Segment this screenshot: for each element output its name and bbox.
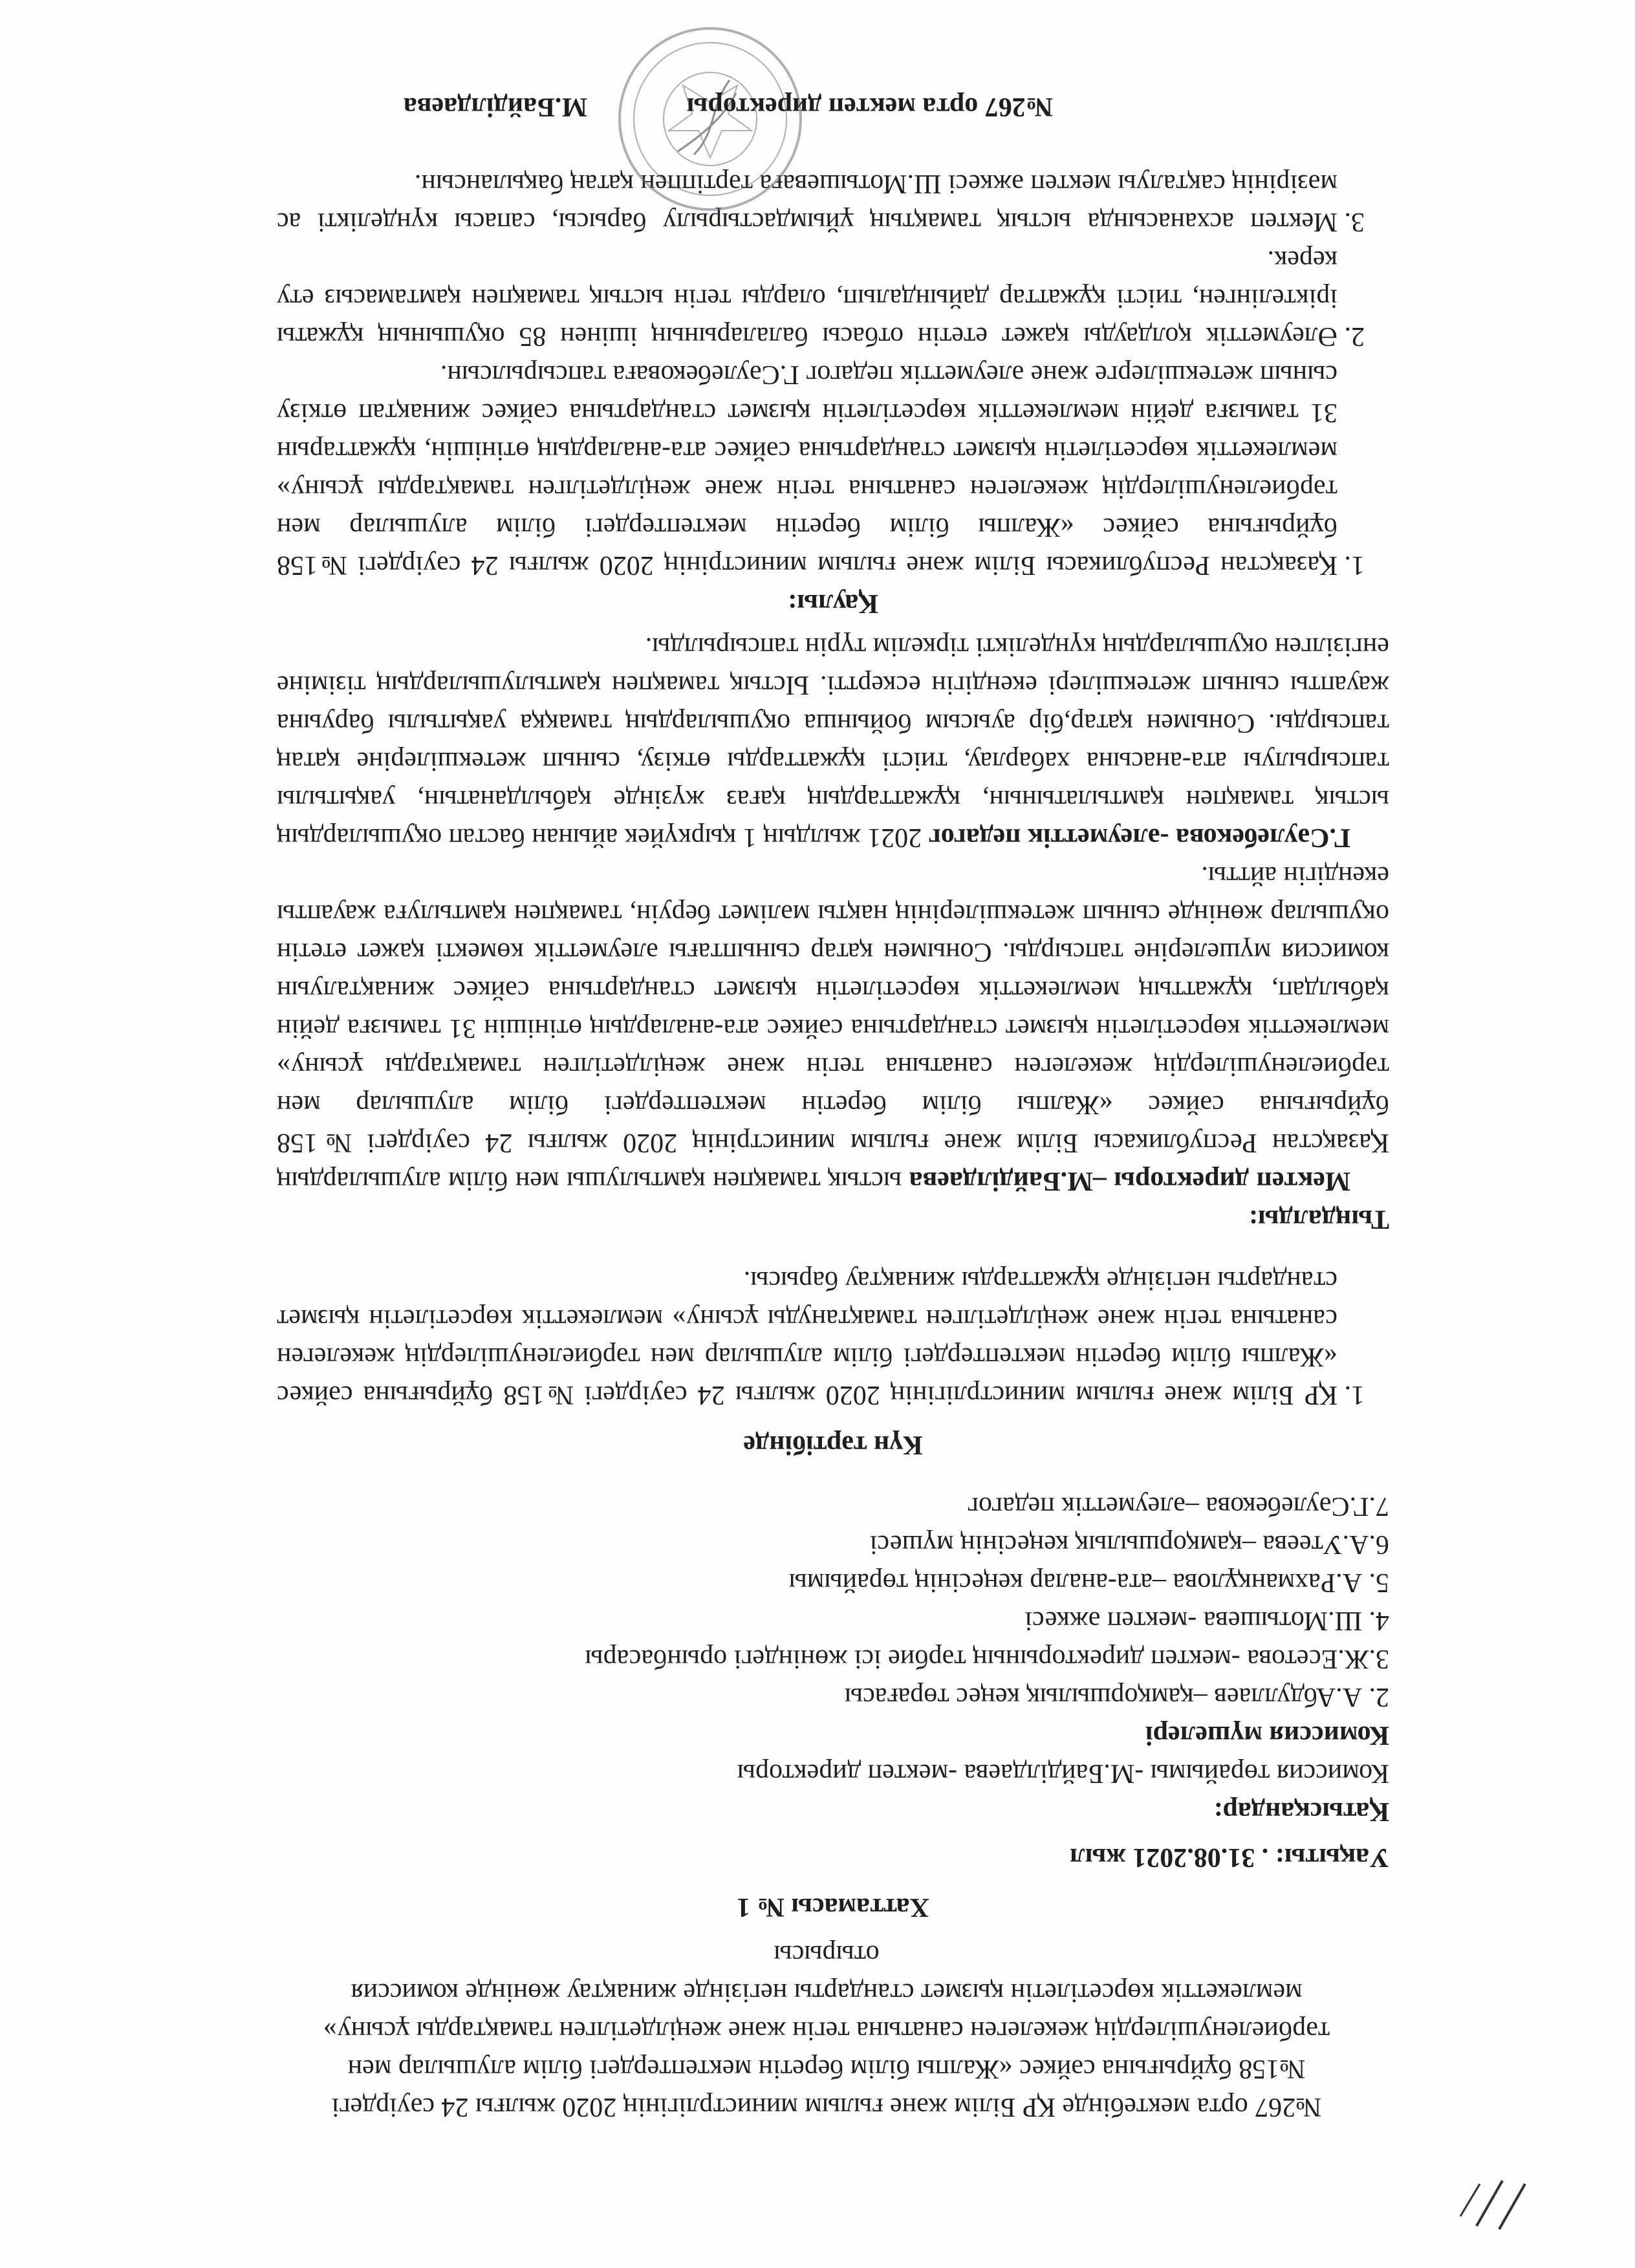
members-list (277, 1487, 1389, 1716)
member-item: 2. А.Абдуллаев –қамқоршылық кеңес төрағасы (844, 1682, 1389, 1712)
member-item: 5. А.Рахманқұлова –ата-аналар кеңесінің төрайымы (788, 1568, 1389, 1597)
decision-item: 1. Қазақстан Республикасы Білім және ғылым министрінің 2020 жылғы 24 сәуірдегі №158 бұйрығына сәйкес «Жалпы білім беретін мектептердегі білім алушылар мен тәрбиеленушілердің жекелеген санатына тегін және жеңілдетілген тамақтарды ұсыну» мемлекеттік көрсетілетін қызмет стандартына сәйкес ата-аналардың өтінішін, құжаттарын 31 тамызға дейін мемлекеттік көрсетілетін қызмет стандартына сәйкес жинақтап өткізу сынып жетекшілерге және әлеуметтік педагог Г.Сәулебековаға тапсырылсын. (277, 355, 1337, 584)
heard-paragraph-1 (277, 856, 1389, 1200)
decision-item: 3. Мектеп асханасында ыстық тамақтың ұйымдастырылу барысы, сапасы күнделікті ас мәзірінің сақталуы мектеп әжкесі Ш.Мотышеваға тәртіппен қатаң бақылансын. (277, 164, 1337, 241)
heard-speaker-2: Г.Сәулебекова -әлеуметтік педагог (928, 823, 1350, 852)
heard-title: Тыңдалды: (1248, 1204, 1389, 1234)
minutes-title: Хаттамасы № 1 (737, 1892, 929, 1922)
decision-item: 2. Әлеуметтік қолдауды қажет ететін отбасы балаларының ішінен 85 оқушының құжаты іріктелінген, тиісті құжаттар дайындалып, оларды тегін ыстық тамақпен қамтамасыз ету керек. (277, 241, 1337, 355)
decision-title: Қаулы: (788, 589, 878, 618)
attendees-title: Қатысқандар: (1213, 1797, 1389, 1826)
signature-block (277, 48, 1389, 138)
heard-text-2: 2021 жылдың 1 қыркүйек айынан бастап оқушылардың ыстық тамақпен қамтылатынын, құжаттардың қағаз жүзінде қабылданатын, уақытылы тапсырылуы ата-анасына хабарлау, тиісті құжаттарды өткізу, сынып жетекшілеріне қатаң тапсырды. Сонымен қатар,бір ауысым бойынша оқушылардың тамаққа уақытылы баруына жауапты сынып жетекшілері екендігін ескертті. Ыстық тамақпен қамтылушылардың тізіміне енгізілген оқушылардың күнделікті тіркелім түрін тапсырылды. (276, 632, 1389, 852)
signature-role: №267 орта мектеп директоры (686, 92, 1053, 122)
agenda-list (277, 1261, 1389, 1414)
agenda-title: Күн тәртібінде (743, 1430, 923, 1460)
member-item: 7.Г.Сәулебекова –әлеуметтік педагог (967, 1491, 1389, 1521)
members-title: Комиссия мүшелері (1145, 1720, 1389, 1750)
member-item: 6.А.Утеева –қамқоршылық кеңесінің мүшесі (869, 1529, 1389, 1559)
decisions-list (277, 164, 1389, 584)
heard-paragraph-2 (277, 627, 1389, 856)
document-content (277, 48, 1389, 2126)
commission-chair: Комиссия төрайымы -М.Байділдаева -мектеп директоры (737, 1758, 1389, 1788)
member-item: 4. Ш.Мотышева -мектеп әжкесі (1024, 1606, 1389, 1636)
header-intro: №267 орта мектебінде ҚР Білім және ғылым министрлігінің 2020 жылғы 24 сәуірдегі №158 бұйрығына сәйкес «Жалпы білім беретін мектептердегі білім алушылар мен тәрбиеленушілердің жекелеген санатына тегін және жеңілдетілген тамақтарды ұсыну» мемлекеттік көрсетілетін қызмет стандарты негізінде жинақтау жөнінде комиссия отырысы (323, 1939, 1330, 2122)
member-item: 3.Ж.Есетова -мектеп директорының тәрбие ісі жөніндегі орынбасары (585, 1644, 1389, 1674)
pen-marks-icon (1447, 2177, 1538, 2236)
meeting-time: Уақыты: . 31.08.2021 жыл (1069, 1842, 1389, 1872)
heard-speaker-1: Мектеп директоры –М.Байділдаева (909, 1166, 1350, 1196)
heard-text-1: ыстық тамақпен қамтылушы мен білім алушылардың Қазақстан Республикасы Білім және ғылым министрінің 2020 жылғы 24 сәуірдегі №158 бұйрығына сәйкес «Жалпы білім беретін мектептердегі білім алушылар мен тәрбиеленушілердің жекелеген санатына тегін және жеңілдетілген тамақтарды ұсыну» мемлекеттік көрсетілетін қызмет стандартына сәйкес ата-аналардың өтінішін 31 тамызға дейін қабылдап, құжаттың мемлекеттік көрсетілетін қызмет стандартына сәйкес жинақталуын комиссия мүшелеріне тапсырды. Сонымен қатар сыныптағы әлеуметтік көмекті қажет ететін оқушылар жөнінде сынып жетекшілерінің нақты мәлімет беруін, тамақпен қамтылуға жауапты екендігін айтты. (276, 861, 1389, 1196)
signature-name: М.Байділдаева (403, 92, 587, 122)
agenda-item: 1. ҚР Білім және ғылым министрлігінің 2020 жылғы 24 сәуірдегі №158 бұйрығына сәйкес «Жалпы білім беретін мектептердегі білім алушылар мен тәрбиеленушілердің жекелеген санатына тегін және жеңілдетілген тамақтануды ұсыну» мемлекеттік көрсетілетін қызмет стандарты негізінде құжаттарды жинақтау барысы. (277, 1261, 1337, 1414)
